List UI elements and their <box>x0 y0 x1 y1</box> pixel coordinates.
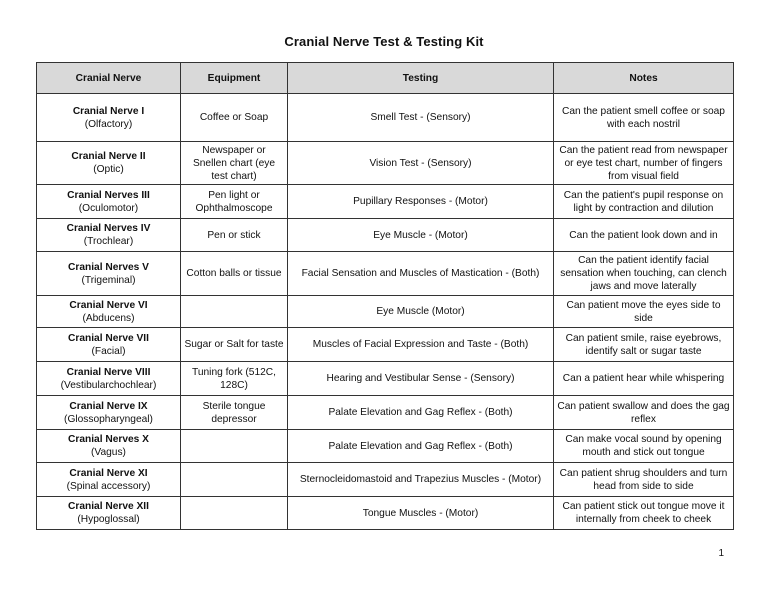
cell-notes: Can the patient read from newspaper or eye test chart, number of fingers from visual field <box>554 142 734 185</box>
table-row <box>37 362 734 396</box>
cell-notes: Can a patient hear while whispering <box>554 362 734 396</box>
cell-equipment: Cotton balls or tissue <box>181 252 288 296</box>
table-row <box>37 396 734 430</box>
cell-cranial-nerve <box>37 396 181 430</box>
cell-testing: Vision Test - (Sensory) <box>288 142 554 185</box>
cell-notes: Can patient shrug shoulders and turn head from side to side <box>554 463 734 497</box>
nerve-name: Cranial Nerve VII <box>68 332 149 344</box>
table-row <box>37 252 734 296</box>
nerve-latin-name: (Oculomotor) <box>78 202 139 214</box>
column-header-cranial-nerve: Cranial Nerve <box>37 63 181 94</box>
cell-notes: Can the patient smell coffee or soap with each nostril <box>554 94 734 142</box>
cell-cranial-nerve <box>37 252 181 296</box>
table-body <box>37 94 734 530</box>
nerve-name: Cranial Nerves IV <box>66 223 151 234</box>
cell-equipment: Coffee or Soap <box>181 94 288 142</box>
cranial-nerve-table <box>36 62 734 530</box>
cell-testing: Tongue Muscles - (Motor) <box>288 497 554 530</box>
cell-notes: Can patient smile, raise eyebrows, identify salt or sugar taste <box>554 328 734 362</box>
cell-notes: Can the patient's pupil response on light by contraction and dilution <box>554 185 734 219</box>
table-row <box>37 296 734 328</box>
table-row <box>37 430 734 463</box>
nerve-name: Cranial Nerve XI <box>69 467 148 479</box>
nerve-name: Cranial Nerves X <box>68 434 149 445</box>
cell-cranial-nerve <box>37 463 181 497</box>
cell-notes: Can the patient identify facial sensation when touching, can clench jaws and move laterally <box>554 252 734 296</box>
nerve-name: Cranial Nerves V <box>68 261 149 273</box>
cell-notes: Can patient stick out tongue move it internally from cheek to cheek <box>554 497 734 530</box>
cell-testing: Palate Elevation and Gag Reflex - (Both) <box>288 396 554 430</box>
column-header-equipment: Equipment <box>181 63 288 94</box>
nerve-latin-name: (Trigeminal) <box>81 274 136 286</box>
cell-cranial-nerve <box>37 296 181 328</box>
nerve-latin-name: (Glossopharyngeal) <box>64 413 153 425</box>
cell-testing: Eye Muscle - (Motor) <box>288 219 554 252</box>
nerve-name: Cranial Nerve I <box>72 105 145 117</box>
cell-notes: Can the patient look down and in <box>554 219 734 252</box>
cell-testing: Pupillary Responses - (Motor) <box>288 185 554 219</box>
cell-equipment: Sugar or Salt for taste <box>181 328 288 362</box>
cell-cranial-nerve <box>37 362 181 396</box>
nerve-latin-name: (Optic) <box>93 164 124 175</box>
nerve-latin-name: (Vagus) <box>91 447 126 458</box>
nerve-latin-name: (Hypoglossal) <box>77 514 140 525</box>
nerve-latin-name: (Olfactory) <box>84 118 133 130</box>
page-number: 1 <box>718 548 724 559</box>
cell-equipment <box>181 463 288 497</box>
cell-testing: Sternocleidomastoid and Trapezius Muscles - (Motor) <box>288 463 554 497</box>
cell-notes: Can patient swallow and does the gag reflex <box>554 396 734 430</box>
cell-testing: Muscles of Facial Expression and Taste - (Both) <box>288 328 554 362</box>
cell-cranial-nerve <box>37 328 181 362</box>
nerve-latin-name: (Abducens) <box>82 312 135 324</box>
cell-notes: Can patient move the eyes side to side <box>554 296 734 328</box>
cell-equipment <box>181 497 288 530</box>
table-row <box>37 497 734 530</box>
nerve-name: Cranial Nerve VI <box>69 299 148 311</box>
table-row <box>37 463 734 497</box>
column-header-testing: Testing <box>288 63 554 94</box>
cell-cranial-nerve <box>37 219 181 252</box>
nerve-latin-name: (Spinal accessory) <box>66 480 151 492</box>
nerve-name: Cranial Nerve II <box>71 151 146 162</box>
cell-equipment: Pen light or Ophthalmoscope <box>181 185 288 219</box>
cell-notes: Can make vocal sound by opening mouth and stick out tongue <box>554 430 734 463</box>
cell-testing: Smell Test - (Sensory) <box>288 94 554 142</box>
nerve-latin-name: (Facial) <box>91 345 126 357</box>
cell-equipment <box>181 296 288 328</box>
nerve-name: Cranial Nerve XII <box>68 501 149 512</box>
nerve-name: Cranial Nerves III <box>67 189 150 201</box>
cell-equipment <box>181 430 288 463</box>
table-row <box>37 142 734 185</box>
cell-cranial-nerve <box>37 497 181 530</box>
cell-cranial-nerve <box>37 142 181 185</box>
cell-testing: Hearing and Vestibular Sense - (Sensory) <box>288 362 554 396</box>
document-title: Cranial Nerve Test & Testing Kit <box>284 34 484 49</box>
cell-cranial-nerve <box>37 94 181 142</box>
table-row <box>37 328 734 362</box>
nerve-latin-name: (Trochlear) <box>83 236 134 247</box>
table-row <box>37 219 734 252</box>
table-row <box>37 94 734 142</box>
cell-testing: Facial Sensation and Muscles of Mastication - (Both) <box>288 252 554 296</box>
column-header-notes: Notes <box>554 63 734 94</box>
cell-testing: Eye Muscle (Motor) <box>288 296 554 328</box>
nerve-name: Cranial Nerve IX <box>69 400 148 412</box>
nerve-latin-name: (Vestibularchochlear) <box>60 379 157 391</box>
cell-equipment: Sterile tongue depressor <box>181 396 288 430</box>
cell-equipment: Newspaper or Snellen chart (eye test chart) <box>181 142 288 185</box>
table-header-row <box>37 63 734 94</box>
nerve-name: Cranial Nerve VIII <box>66 366 151 378</box>
cell-equipment: Tuning fork (512C, 128C) <box>181 362 288 396</box>
cell-testing: Palate Elevation and Gag Reflex - (Both) <box>288 430 554 463</box>
cell-cranial-nerve <box>37 185 181 219</box>
cell-cranial-nerve <box>37 430 181 463</box>
table-row <box>37 185 734 219</box>
cell-equipment: Pen or stick <box>181 219 288 252</box>
